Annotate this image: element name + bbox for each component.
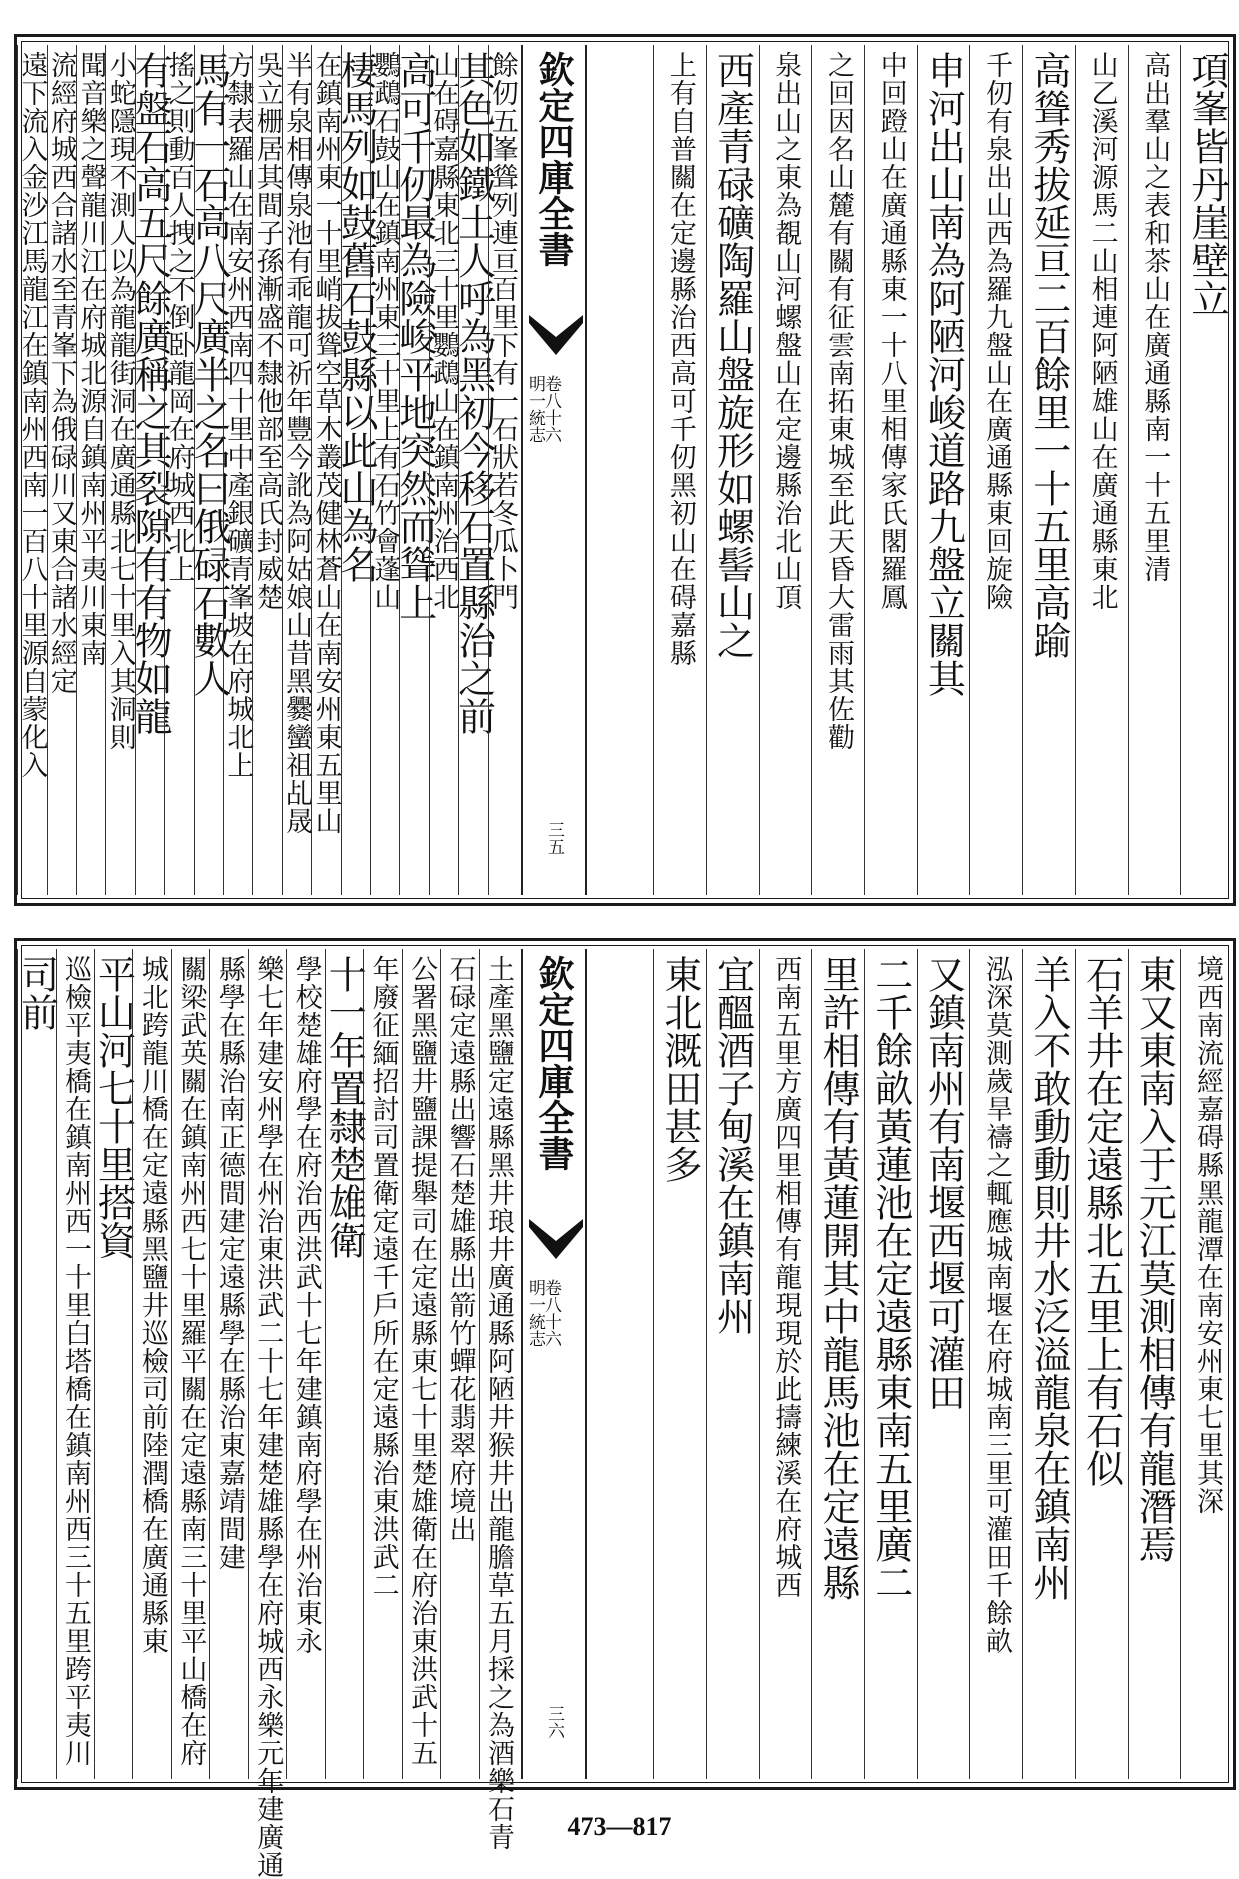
text-column: 聞音樂之聲龍川江在府城北源自鎮南州平夷川東南 <box>76 45 105 895</box>
bottom-right-leaf <box>653 949 1233 1779</box>
text-column: 公署黑鹽井鹽課提舉司在定遠縣東七十里楚雄衛在府治東洪武十五 <box>402 949 440 1779</box>
text-column: 羊入不敢動動則井水泛溢龍泉在鎮南州 <box>1022 949 1075 1779</box>
text-column: 上有自普關在定邊縣治西高可千仞黑初山在碍嘉縣 <box>653 45 706 895</box>
text-column: 鸚鵡石鼓山在鎮南州東三十里上有石竹會蓬山 <box>370 45 399 895</box>
text-column: 棲馬列如鼓舊石鼓縣以此山為名 <box>341 45 370 895</box>
text-column: 東北溉田甚多 <box>653 949 706 1779</box>
text-column: 司前 <box>17 949 55 1779</box>
text-column: 方隸表羅山在南安州西南四十里中產銀礦青峯坡在府城北上 <box>223 45 252 895</box>
text-column: 又鎮南州有南堰西堰可灌田 <box>917 949 970 1779</box>
text-column: 石羊井在定遠縣北五里上有石似 <box>1075 949 1128 1779</box>
text-column: 申河出山南為阿陋河峻道路九盤立關其 <box>917 45 970 895</box>
text-column: 小蛇隱現不測人以為龍龍街洞在廣通縣北七十里入其洞則 <box>105 45 134 895</box>
text-column: 項峯皆丹崖壁立 <box>1180 45 1233 895</box>
text-column: 石碌定遠縣出響石楚雄縣出箭竹蟬花翡翠府境出 <box>440 949 478 1779</box>
footer-page-number: 473—817 <box>567 1812 672 1841</box>
text-column: 千仞有泉出山西為羅九盤山在廣通縣東回旋險 <box>969 45 1022 895</box>
banner-volume: 卷八十六 <box>541 375 561 443</box>
banner-page: 三六 <box>544 1705 564 1739</box>
text-column: 搖之則動百人拽之不倒卧龍岡在府城西北上 <box>164 45 193 895</box>
banner-book: 明一統志 <box>525 1279 545 1347</box>
text-column: 泉出山之東為覩山河螺盤山在定邊縣治北山頂 <box>759 45 812 895</box>
text-column: 流經府城西合諸水至青峯下為俄碌川又東合諸水經定 <box>47 45 76 895</box>
text-column: 樂七年建安州學在州治東洪武二十七年建楚雄縣學在府城西永樂元年建廣通 <box>248 949 286 1779</box>
text-column: 宜醞酒子甸溪在鎮南州 <box>706 949 759 1779</box>
text-column: 縣學在縣治南正德間建定遠縣學在縣治東嘉靖間建 <box>209 949 247 1779</box>
text-column: 二千餘畝黃蓮池在定遠縣東南五里廣二 <box>864 949 917 1779</box>
text-column: 遠下流入金沙江馬龍江在鎮南州西南一百八十里源自蒙化入 <box>17 45 46 895</box>
text-column: 巡檢平夷橋在鎮南州西一十里白塔橋在鎮南州西三十五里跨平夷川 <box>56 949 94 1779</box>
text-column: 中回蹬山在廣通縣東一十八里相傳家氏閣羅鳳 <box>864 45 917 895</box>
bottom-left-leaf <box>14 949 517 1879</box>
fish-tail-mark-icon <box>529 315 583 355</box>
banner-book: 明一統志 <box>525 375 545 443</box>
banner-volume: 卷八十六 <box>541 1279 561 1347</box>
text-column: 山乙溪河源馬二山相連阿陋雄山在廣通縣東北 <box>1075 45 1128 895</box>
bottom-banner <box>521 949 587 1779</box>
text-column: 土產黑鹽定遠縣黑井琅井廣通縣阿陋井猴井出龍膽草五月採之為酒樂石青 <box>479 949 517 1779</box>
fish-tail-mark-icon <box>529 1219 583 1259</box>
top-page <box>14 34 1236 906</box>
text-column: 吳立栅居其間子孫漸盛不隸他部至高氏封威楚 <box>252 45 281 895</box>
text-column: 餘仞五峯聳列連亘百里下有一石狀若冬瓜卜門 <box>488 45 517 895</box>
text-column: 馬有一石高八尺廣半之名曰俄碌石數人 <box>194 45 223 895</box>
text-column: 學校楚雄府學在府治西洪武十七年建鎮南府學在州治東永 <box>286 949 324 1779</box>
text-column: 泓深莫測歲旱禱之輒應城南堰在府城南三里可灌田千餘畝 <box>969 949 1022 1779</box>
text-column: 高出羣山之表和茶山在廣通縣南一十五里清 <box>1128 45 1181 895</box>
text-column: 平山河七十里搭資 <box>94 949 132 1779</box>
text-column: 里許相傳有黃蓮開其中龍馬池在定遠縣 <box>811 949 864 1779</box>
text-column: 有盤石高五尺餘廣稱之其裂隙有有物如龍 <box>135 45 164 895</box>
banner-title: 欽定四庫全書 <box>533 51 575 267</box>
top-left-leaf <box>17 45 517 895</box>
text-column: 半有泉相傳泉池有乖龍可祈年豐今訛為阿姑娘山昔黑爨蠻祖乩晟 <box>282 45 311 895</box>
banner-page: 三五 <box>544 821 564 855</box>
text-column: 之回因名山麓有關有征雲南拓東城至此天昏大雷雨其佐勸 <box>811 45 864 895</box>
text-column: 西南五里方廣四里相傳有龍現現於此擣練溪在府城西 <box>759 949 812 1779</box>
text-column: 境西南流經嘉碍縣黑龍潭在南安州東七里其深 <box>1180 949 1233 1779</box>
banner-title: 欽定四庫全書 <box>533 955 575 1171</box>
top-right-leaf <box>653 45 1233 895</box>
text-column: 十一年置隸楚雄衛 <box>325 949 363 1779</box>
text-column: 關梁武英關在鎮南州西七十里羅平關在定遠縣南三十里平山橋在府 <box>171 949 209 1779</box>
text-column: 其色如鐵土人呼為黑初今移石置縣治之前 <box>458 45 487 895</box>
text-column: 西產青碌礦陶羅山盤旋形如螺髻山之 <box>706 45 759 895</box>
text-column: 山在碍嘉縣東北三十里鸚鵡山在鎮南州治西北 <box>429 45 458 895</box>
top-banner <box>521 45 587 895</box>
text-column: 高可千仞最為險峻平地突然而聳上 <box>399 45 428 895</box>
text-column: 城北跨龍川橋在定遠縣黑鹽井巡檢司前陸潤橋在廣通縣東 <box>132 949 170 1779</box>
text-column: 高聳秀拔延亘二百餘里一十五里高踰 <box>1022 45 1075 895</box>
text-column: 東又東南入于元江莫測相傳有龍潛焉 <box>1128 949 1181 1779</box>
text-column: 年廢征緬招討司置衛定遠千戶所在定遠縣治東洪武二 <box>363 949 401 1779</box>
text-column: 在鎮南州東一十里峭拔聳空草木叢茂健林蒼山在南安州東五里山 <box>311 45 340 895</box>
